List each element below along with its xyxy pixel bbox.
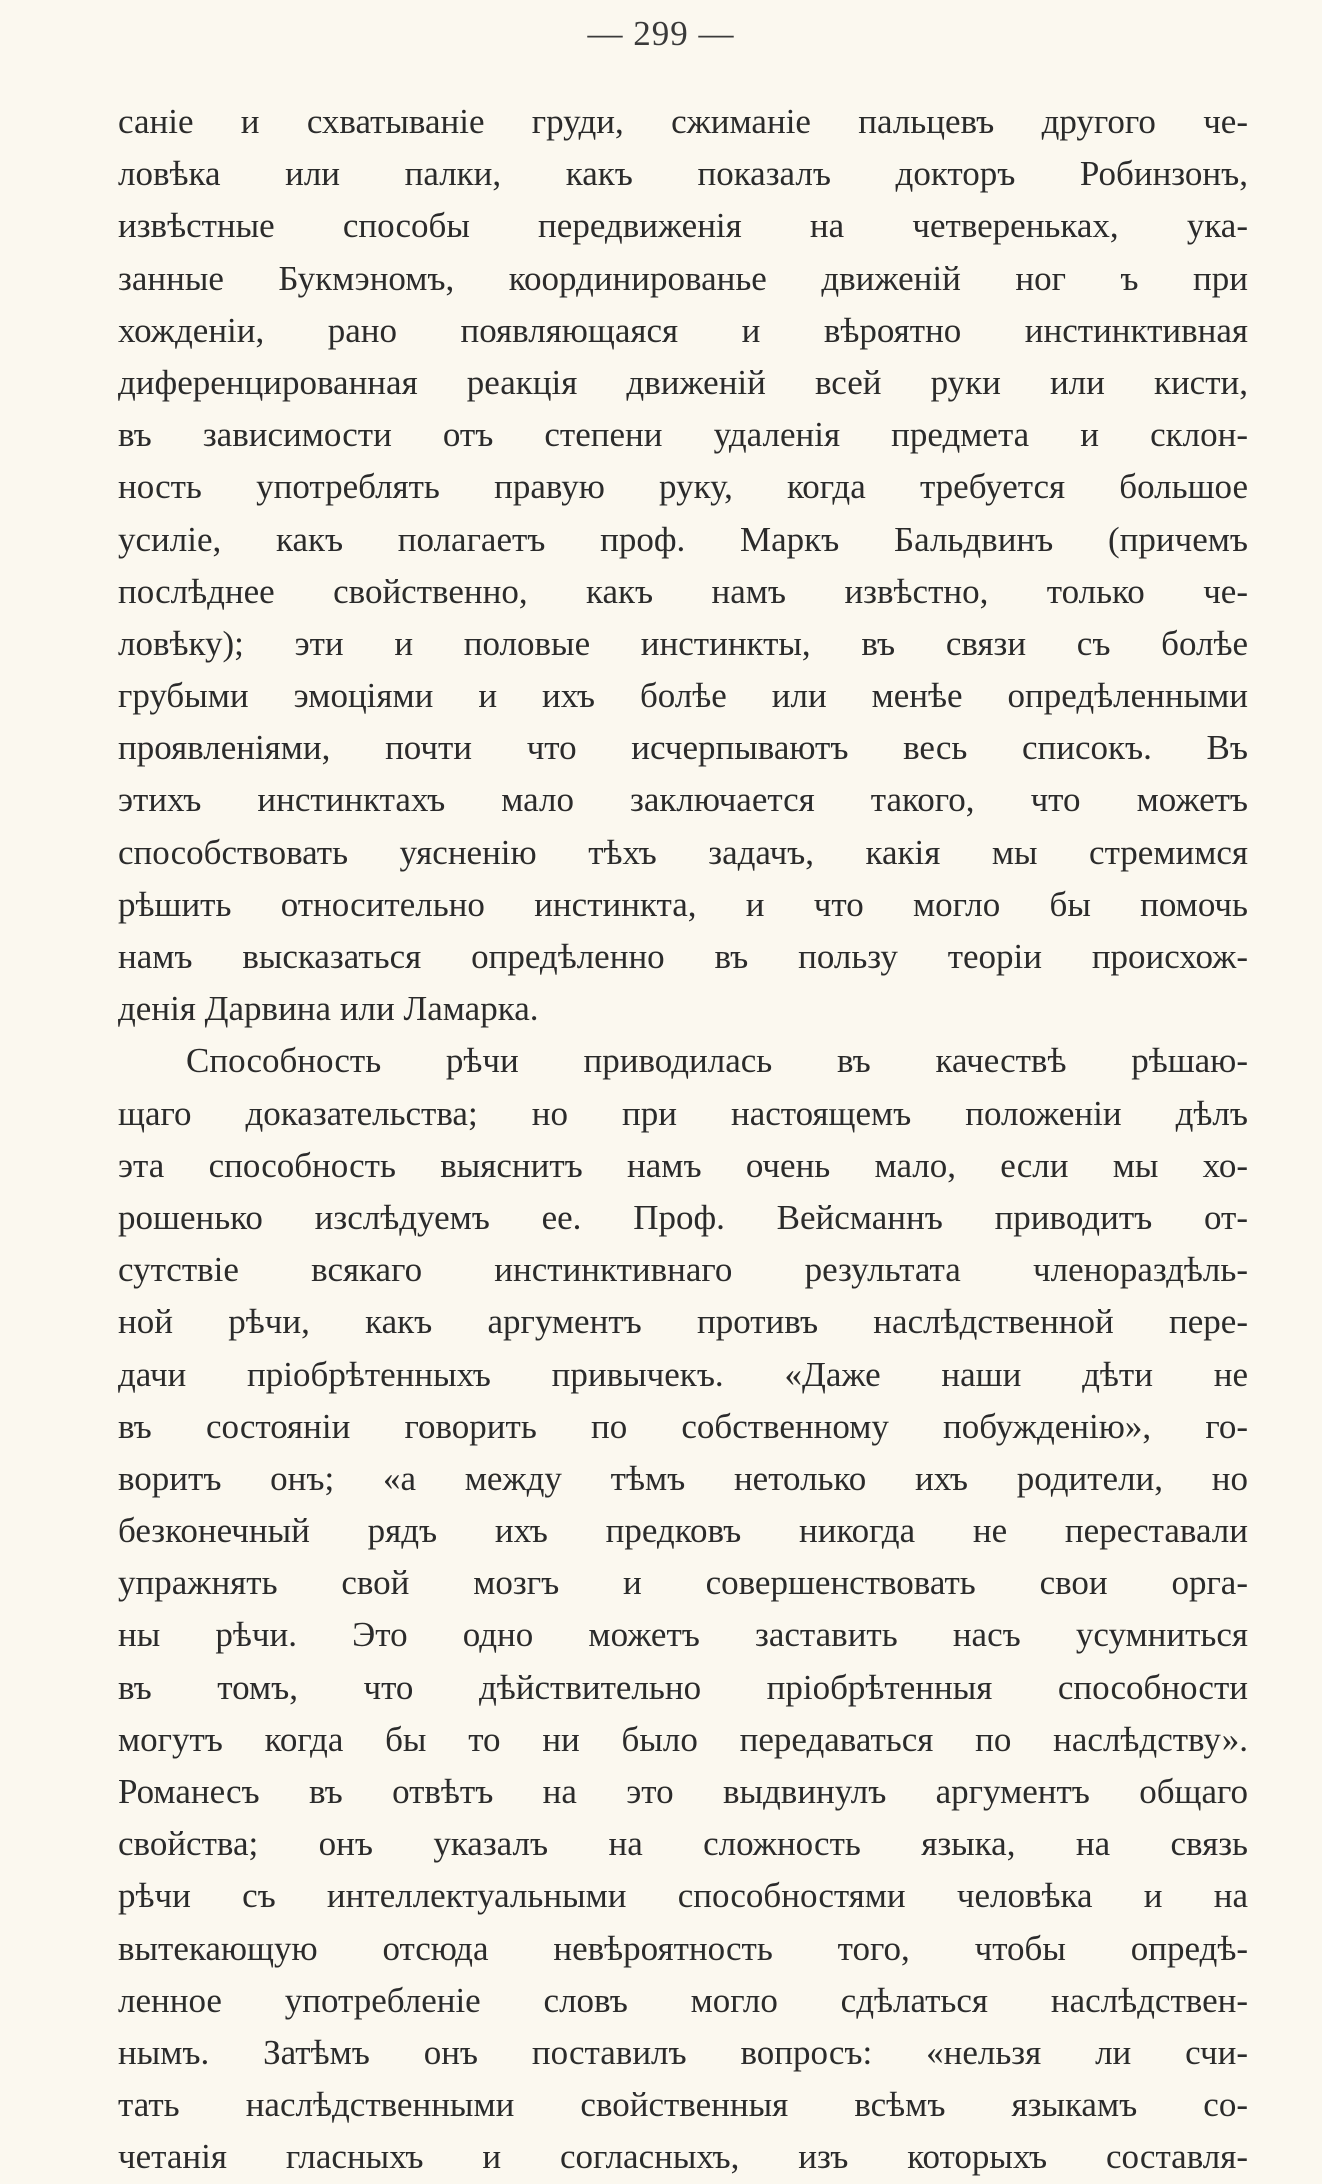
text-line: рѣшить относительно инстинкта, и что могло бы помочь: [118, 884, 1248, 924]
text-line: этихъ инстинктахъ мало заключается такого, что можетъ: [118, 780, 1248, 820]
body-text: [118, 96, 1248, 2184]
text-line: ной рѣчи, какъ аргументъ противъ наслѣдственной пере-: [118, 1302, 1248, 1342]
text-line: хожденіи, рано появляющаяся и вѣроятно инстинктивная: [118, 310, 1248, 350]
text-line: проявленіями, почти что исчерпываютъ весь списокъ. Въ: [118, 728, 1248, 768]
text-line: ловѣку); эти и половые инстинкты, въ связи съ болѣе: [118, 623, 1248, 663]
text-line: свойства; онъ указалъ на сложность языка, на связь: [118, 1824, 1248, 1864]
text-line: щаго доказательства; но при настоящемъ положеніи дѣлъ: [118, 1093, 1248, 1133]
text-line: сутствіе всякаго инстинктивнаго результата членораздѣль-: [118, 1250, 1248, 1290]
text-line: тать наслѣдственными свойственныя всѣмъ языкамъ со-: [118, 2085, 1248, 2125]
text-line: безконечный рядъ ихъ предковъ никогда не переставали: [118, 1511, 1248, 1551]
text-line: занные Букмэномъ, координированье движеній ног ъ при: [118, 258, 1248, 298]
text-line: вытекающую отсюда невѣроятность того, чтобы опредѣ-: [118, 1928, 1248, 1968]
text-line: ленное употребленіе словъ могло сдѣлаться наслѣдствен-: [118, 1980, 1248, 2020]
text-line: ловѣка или палки, какъ показалъ докторъ Робинзонъ,: [118, 154, 1248, 194]
text-line: грубыми эмоціями и ихъ болѣе или менѣе опредѣленными: [118, 676, 1248, 716]
text-line: диференцированная реакція движеній всей руки или кисти,: [118, 362, 1248, 402]
text-line: денія Дарвина или Ламарка.: [118, 989, 539, 1029]
text-line: въ состояніи говорить по собственному побужденію», го-: [118, 1406, 1248, 1446]
text-line: рошенько изслѣдуемъ ее. Проф. Вейсманнъ приводитъ от-: [118, 1197, 1248, 1237]
text-line: послѣднее свойственно, какъ намъ извѣстно, только че-: [118, 571, 1248, 611]
text-line: Способность рѣчи приводилась въ качествѣ рѣшаю-: [186, 1041, 1248, 1081]
text-line: извѣстные способы передвиженія на четвереньках, ука-: [118, 206, 1248, 246]
text-line: въ зависимости отъ степени удаленія предмета и склон-: [118, 415, 1248, 455]
text-line: эта способность выяснитъ намъ очень мало, если мы хо-: [118, 1145, 1248, 1185]
text-line: нымъ. Затѣмъ онъ поставилъ вопросъ: «нельзя ли счи-: [118, 2032, 1248, 2072]
text-line: намъ высказаться опредѣленно въ пользу теоріи происхож-: [118, 937, 1248, 976]
page-number: — 299 —: [587, 14, 735, 53]
text-line: четанія гласныхъ и согласныхъ, изъ которыхъ составля-: [118, 2137, 1248, 2177]
text-line: ность употреблять правую руку, когда требуется большое: [118, 467, 1248, 507]
text-line: ны рѣчи. Это одно можетъ заставить насъ усумниться: [118, 1615, 1248, 1655]
text-line: воритъ онъ; «а между тѣмъ нетолько ихъ родители, но: [118, 1458, 1248, 1498]
text-line: упражнять свой мозгъ и совершенствовать свои орга-: [118, 1563, 1248, 1603]
text-line: могутъ когда бы то ни было передаваться по наслѣдству».: [118, 1719, 1248, 1759]
text-line: усиліе, какъ полагаетъ проф. Маркъ Бальдвинъ (причемъ: [118, 519, 1248, 559]
text-line: рѣчи съ интеллектуальными способностями человѣка и на: [118, 1876, 1248, 1916]
text-line: саніе и схватываніе груди, сжиманіе пальцевъ другого че-: [118, 102, 1248, 141]
text-line: способствовать уясненію тѣхъ задачъ, какія мы стремимся: [118, 832, 1248, 872]
text-line: Романесъ въ отвѣтъ на это выдвинулъ аргументъ общаго: [118, 1772, 1248, 1811]
text-line: въ томъ, что дѣйствительно пріобрѣтенныя способности: [118, 1667, 1248, 1707]
text-line: дачи пріобрѣтенныхъ привычекъ. «Даже наши дѣти не: [118, 1354, 1248, 1394]
